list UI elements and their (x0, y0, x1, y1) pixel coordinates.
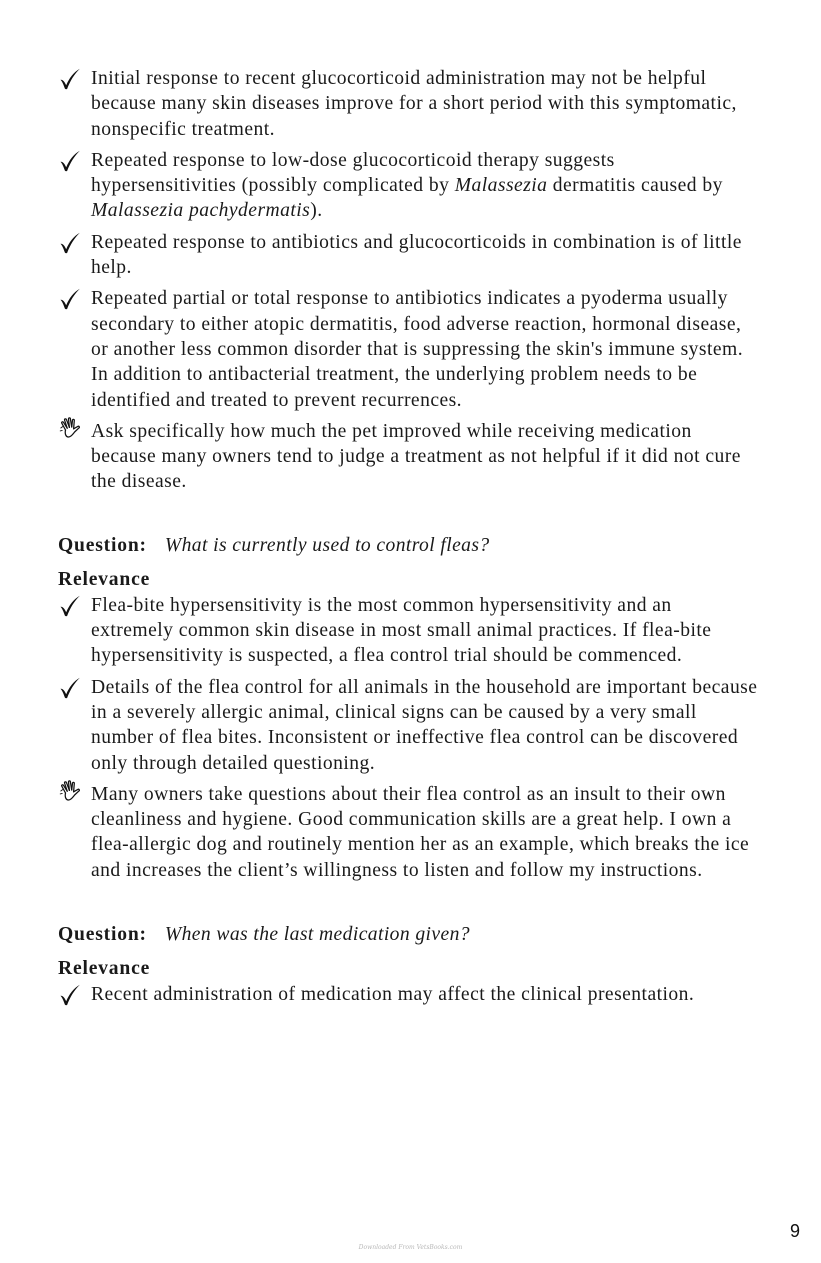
list-item (58, 593, 758, 669)
intro-list (58, 66, 758, 495)
list-item (58, 675, 758, 776)
list-item (58, 66, 758, 142)
list-item (58, 230, 758, 281)
page-content (58, 66, 758, 1013)
check-icon (58, 676, 84, 700)
item-text: Many owners take questions about their flea control as an insult to their own cleanliness and hygiene. Good communication skills are a great help. I own a flea-allergic dog and routinely mention her as an example, which breaks the ice and increases the client’s willingness to listen and follow my instructions. (91, 783, 750, 881)
item-text-segment: ). (310, 200, 323, 222)
question-line (58, 922, 758, 947)
question-label: Question: (58, 924, 147, 946)
list-item (58, 286, 758, 412)
check-icon (58, 231, 84, 255)
check-icon (58, 67, 84, 91)
check-icon (58, 983, 84, 1007)
list-item (58, 782, 758, 883)
item-text: Ask specifically how much the pet improved while receiving medication because many owners tend to judge a treatment as not helpful if it did not cure the disease. (91, 420, 741, 493)
species-name: Malassezia pachydermatis (91, 200, 311, 222)
relevance-heading: Relevance (58, 568, 151, 590)
list-item (58, 419, 758, 495)
item-text: Flea-bite hypersensitivity is the most common hypersensitivity and an extremely common skin disease in most small animal practices. If flea-bite hypersensitivity is suspected, a flea control trial should be commenced. (91, 594, 712, 667)
question-text: What is currently used to control fleas? (164, 534, 490, 556)
item-text: Recent administration of medication may affect the clinical presentation. (91, 984, 695, 1006)
page-number: 9 (789, 1221, 800, 1241)
item-text (91, 150, 723, 222)
item-text: Repeated response to antibiotics and glucocorticoids in combination is of little help. (91, 231, 742, 279)
hand-icon (59, 417, 85, 441)
relevance-heading: Relevance (58, 958, 151, 980)
hand-icon (59, 780, 85, 804)
question-label: Question: (58, 534, 147, 556)
question-section (58, 533, 758, 883)
item-text: Repeated partial or total response to antibiotics indicates a pyoderma usually secondary to either atopic dermatitis, food adverse reaction, hormonal disease, or another less common disorder that is suppressing the skin's immune system. In addition to antibacterial treatment, the underlying problem needs to be identified and treated to prevent recurrences. (91, 288, 744, 411)
check-icon (58, 149, 84, 173)
question-section (58, 922, 758, 1007)
list-item (58, 148, 758, 224)
list-item (58, 982, 758, 1007)
item-text-segment: Repeated response to low-dose glucocorticoid therapy suggests hypersensitivities (possibly complicated by (91, 149, 615, 197)
item-text: Initial response to recent glucocorticoid administration may not be helpful because many skin diseases improve for a short period with this symptomatic, nonspecific treatment. (91, 68, 737, 140)
check-icon (58, 594, 84, 618)
genus-name: Malassezia (454, 175, 548, 197)
check-icon (58, 287, 84, 311)
question-text: When was the last medication given? (164, 924, 470, 946)
download-watermark: Downloaded From VetsBooks.com (358, 1244, 463, 1251)
question-line (58, 533, 758, 558)
item-text-segment: dermatitis caused by (547, 175, 723, 197)
item-text: Details of the flea control for all animals in the household are important because in a severely allergic animal, clinical signs can be caused by a very small number of flea bites. Inconsistent or ineffective flea control can be discovered only through detailed questioning. (91, 676, 758, 774)
